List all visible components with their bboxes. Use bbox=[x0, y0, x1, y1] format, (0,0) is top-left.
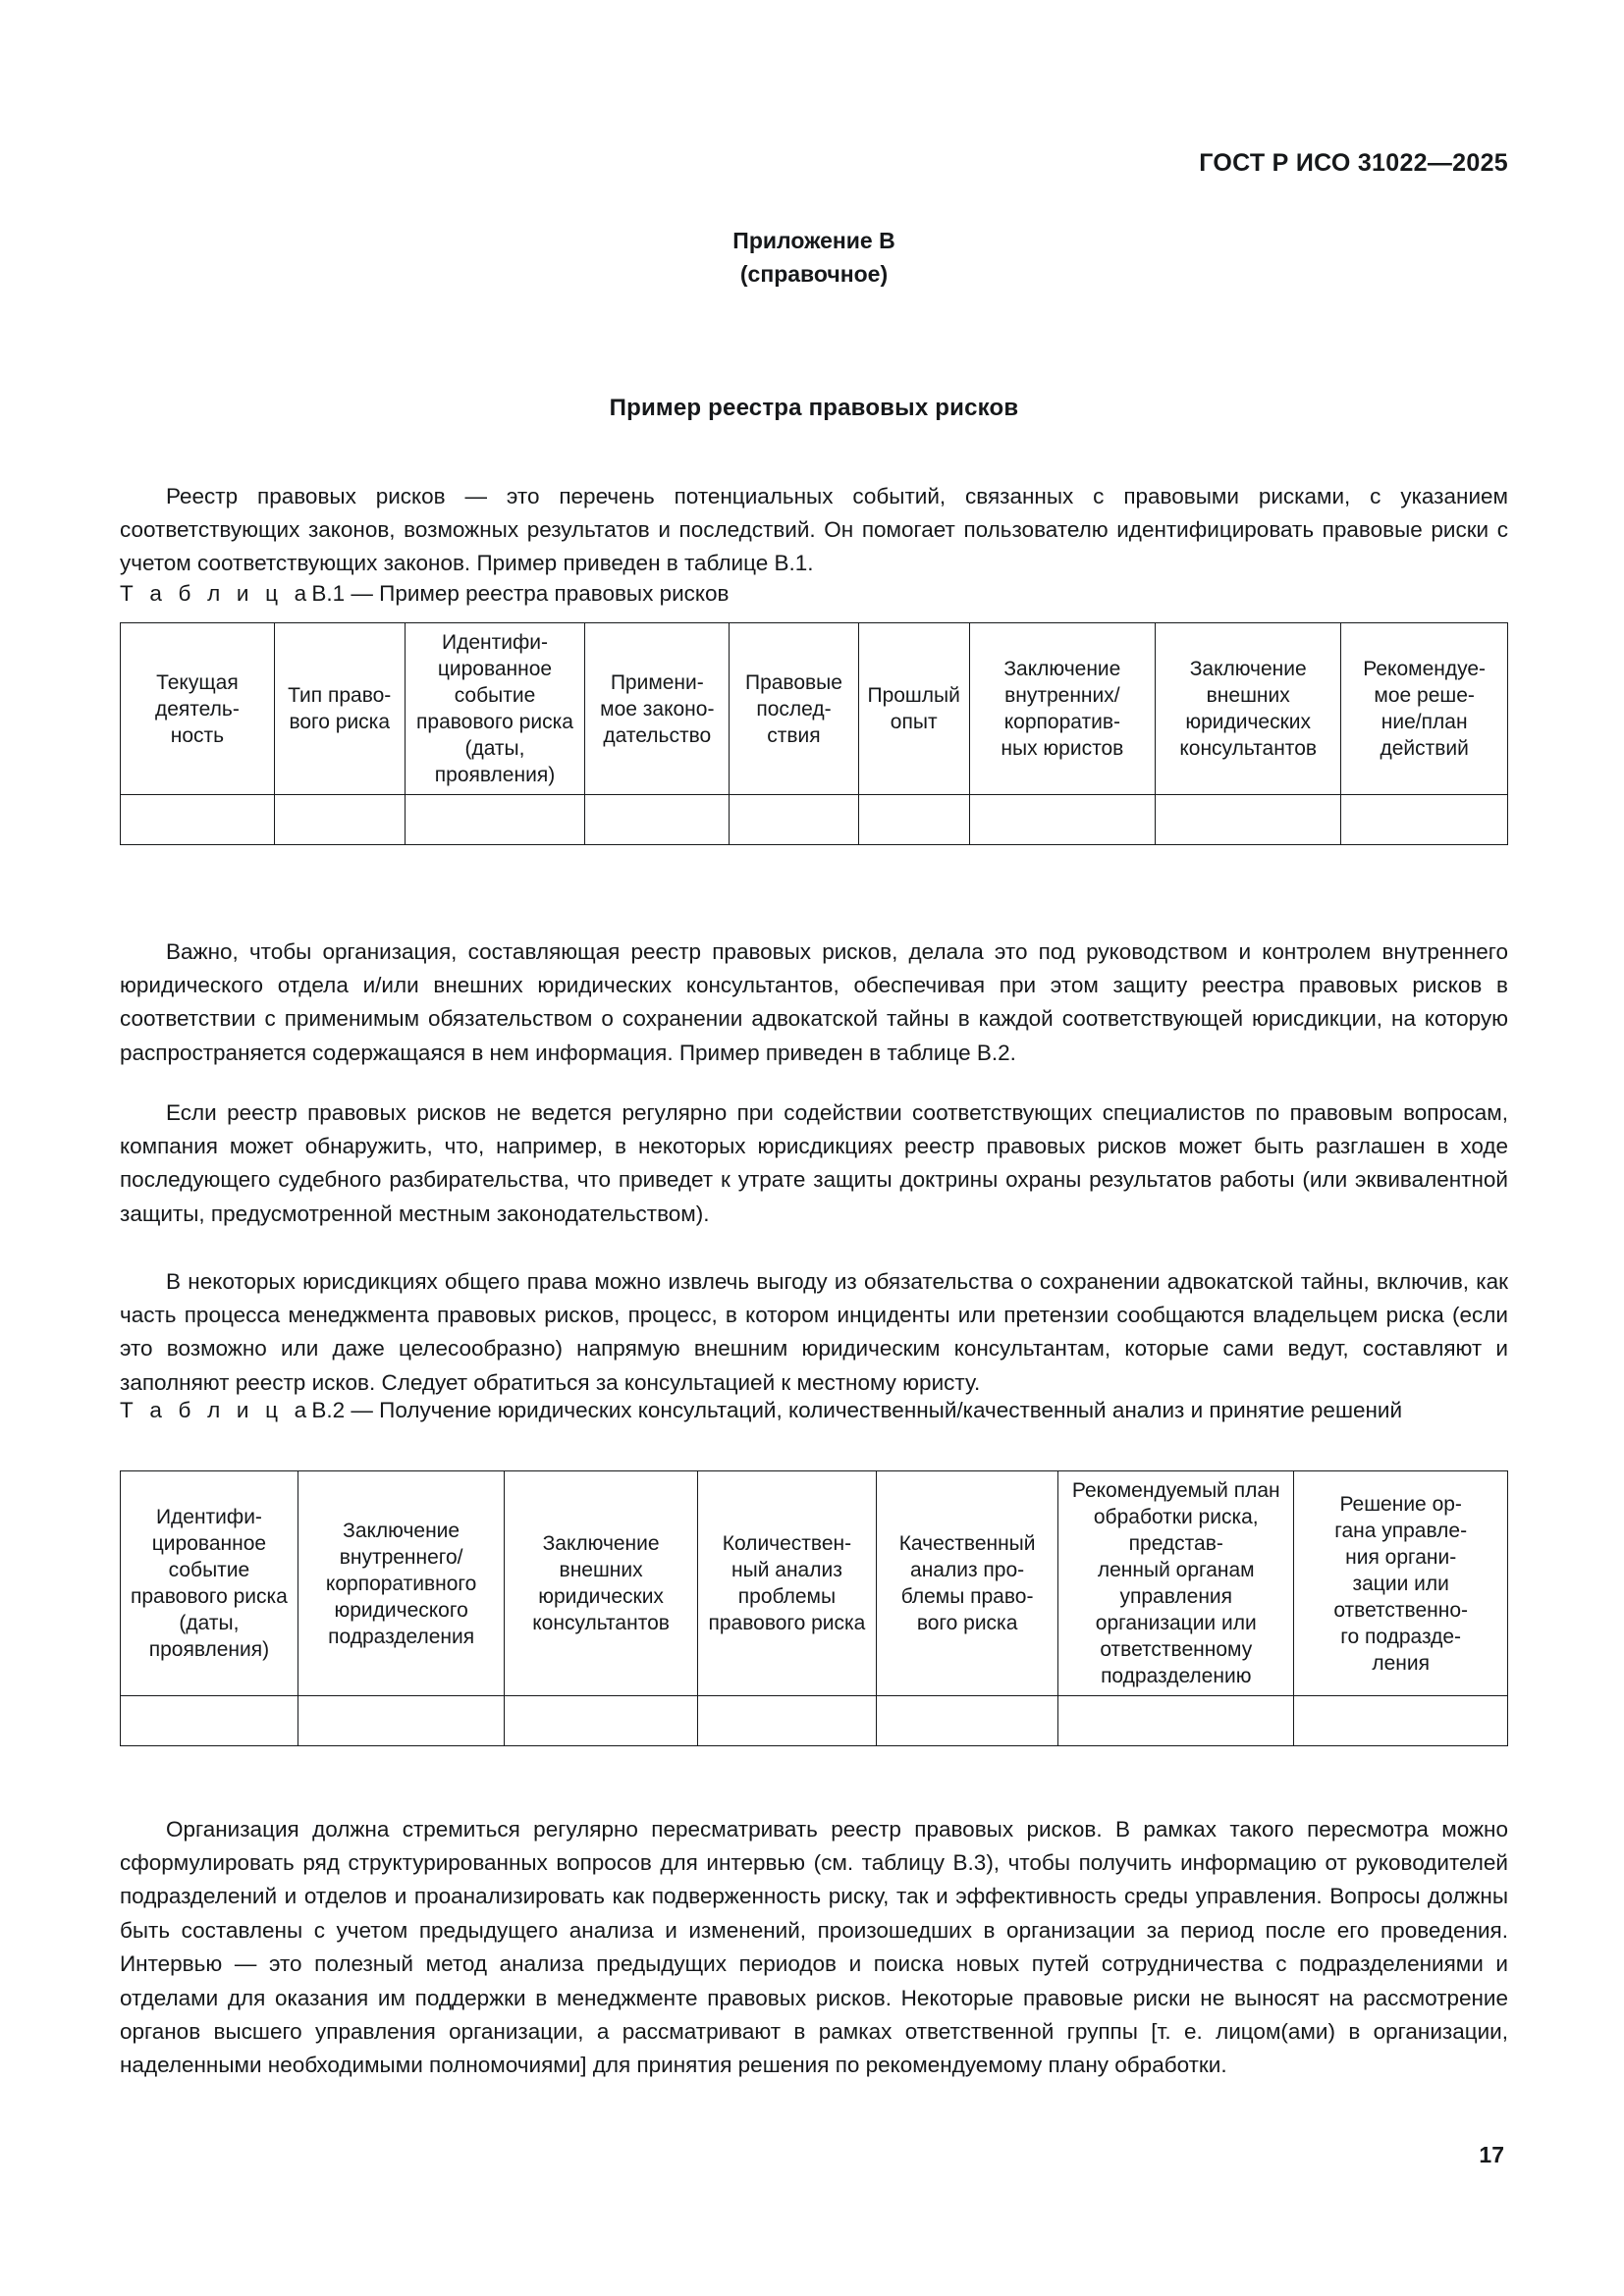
table-b2-cell-0-0 bbox=[121, 1696, 298, 1746]
table-b1-caption-text: — Пример реестра правовых рисков bbox=[351, 581, 730, 606]
table-b1-col-6: Заключение внутренних/ корпоратив- ных юристов bbox=[969, 623, 1155, 795]
table-b1-caption-number: В.1 bbox=[311, 581, 346, 606]
table-b1-cell-0-1 bbox=[274, 795, 405, 845]
page-number: 17 bbox=[1479, 2142, 1504, 2167]
table-b1 bbox=[120, 622, 1508, 845]
table-b1-cell-0-2 bbox=[405, 795, 585, 845]
annex-title: Приложение В bbox=[732, 228, 895, 253]
table-b2-cell-0-1 bbox=[298, 1696, 505, 1746]
table-b1-col-4: Правовые послед- ствия bbox=[730, 623, 858, 795]
table-b1-col-7: Заключение внешних юридических консультантов bbox=[1156, 623, 1341, 795]
table-b1-body bbox=[121, 795, 1508, 845]
table-b2-cell-0-4 bbox=[877, 1696, 1058, 1746]
table-b1-cell-0-4 bbox=[730, 795, 858, 845]
table-b2-cell-0-3 bbox=[697, 1696, 876, 1746]
table-b2-cell-0-5 bbox=[1058, 1696, 1294, 1746]
table-b2-caption-text: — Получение юридических консультаций, количественный/качественный анализ и принятие решений bbox=[351, 1398, 1403, 1422]
table-b2-cell-0-2 bbox=[505, 1696, 697, 1746]
table-b2-col-1: Заключение внутреннего/ корпоративного юридического подразделения bbox=[298, 1471, 505, 1696]
table-b2-col-6: Решение ор- гана управле- ния органи- зации или ответственно- го подразде- ления bbox=[1294, 1471, 1508, 1696]
table-row bbox=[121, 1696, 1508, 1746]
table-b2-col-3: Количествен- ный анализ проблемы правового риска bbox=[697, 1471, 876, 1696]
paragraph-after-b1-2-wrap bbox=[120, 1096, 1508, 1232]
table-b1-cell-0-0 bbox=[121, 795, 275, 845]
table-b2-header-row bbox=[121, 1471, 1508, 1696]
paragraph-after-b1-3-wrap bbox=[120, 1265, 1508, 1401]
table-b1-col-8: Рекомендуе- мое реше- ние/план действий bbox=[1341, 623, 1508, 795]
table-b2-caption-number: В.2 bbox=[311, 1398, 346, 1422]
table-b2 bbox=[120, 1470, 1508, 1746]
table-b1-cell-0-7 bbox=[1156, 795, 1341, 845]
table-b1-cell-0-5 bbox=[858, 795, 969, 845]
table-b2-col-4: Качественный анализ про- блемы право- вого риска bbox=[877, 1471, 1058, 1696]
table-b1-head bbox=[121, 623, 1508, 795]
table-b2-caption bbox=[120, 1394, 1508, 1426]
table-b2-caption-label: Т а б л и ц а bbox=[120, 1398, 312, 1422]
table-b2-head bbox=[121, 1471, 1508, 1696]
table-row bbox=[121, 795, 1508, 845]
paragraph-group-after-table-b1 bbox=[120, 935, 1508, 1071]
table-b1-header-row bbox=[121, 623, 1508, 795]
table-b1-cell-0-3 bbox=[585, 795, 730, 845]
annex-subtitle: (справочное) bbox=[739, 261, 889, 287]
paragraph-after-b1-1: Важно, чтобы организация, составляющая реестр правовых рисков, делала это под руководством и контролем внутреннего юридического отдела и/или внешних юридических консультантов, обеспечивая при этом защиту реестра правовых рисков в соответствии с применимым обязательством о сохранении адвокатской тайны в каждой соответствующей юрисдикции, на которую распространяется содержащаяся в нем информация. Пример приведен в таблице В.2. bbox=[120, 938, 1508, 1065]
table-b1-col-1: Тип право- вого риска bbox=[274, 623, 405, 795]
table-b1-caption bbox=[120, 577, 1508, 610]
table-b2-body bbox=[121, 1696, 1508, 1746]
paragraph-after-b1-2: Если реестр правовых рисков не ведется регулярно при содействии соответствующих специалистов по правовым вопросам, компания может обнаружить, что, например, в некоторых юрисдикциях реестр правовых рисков может быть разглашен в ходе последующего судебного разбирательства, что приведет к утрате защиты доктрины охраны результатов работы (или эквивалентной защиты, предусмотренной местным законодательством). bbox=[120, 1099, 1508, 1226]
section-title: Пример реестра правовых рисков bbox=[609, 395, 1019, 421]
table-b1-col-5: Прошлый опыт bbox=[858, 623, 969, 795]
paragraph-intro: Реестр правовых рисков — это перечень потенциальных событий, связанных с правовыми рисками, с указанием соответствующих законов, возможных результатов и последствий. Он помогает пользователю идентифицировать правовые риски с учетом соответствующих законов. Пример приведен в таблице В.1. bbox=[120, 483, 1508, 576]
table-b2-col-0: Идентифи- цированное событие правового риска (даты, проявления) bbox=[121, 1471, 298, 1696]
table-b1-col-3: Примени- мое законо- дательство bbox=[585, 623, 730, 795]
paragraph-after-b1-3: В некоторых юрисдикциях общего права можно извлечь выгоду из обязательства о сохранении адвокатской тайны, включив, как часть процесса менеджмента правовых рисков, процесс, в котором инциденты или претензии сообщаются владельцем риска (если это возможно или даже целесообразно) напрямую внешним юридическим консультантам, которые сами ведут, составляют и заполняют реестр исков. Следует обратиться за консультацией к местному юристу. bbox=[120, 1268, 1508, 1395]
running-header-standard-id: ГОСТ Р ИСО 31022—2025 bbox=[1199, 149, 1508, 177]
table-b2-col-2: Заключение внешних юридических консультантов bbox=[505, 1471, 697, 1696]
page-content bbox=[120, 0, 1508, 2296]
table-b1-col-2: Идентифи- цированное событие правового риска (даты, проявления) bbox=[405, 623, 585, 795]
table-b1-cell-0-6 bbox=[969, 795, 1155, 845]
table-b2-col-5: Рекомендуемый план обработки риска, представ- ленный органам управления организации или ответственному подразделению bbox=[1058, 1471, 1294, 1696]
table-b1-caption-label: Т а б л и ц а bbox=[120, 581, 312, 606]
paragraph-after-table-b2: Организация должна стремиться регулярно пересматривать реестр правовых рисков. В рамках такого пересмотра можно сформулировать ряд структурированных вопросов для интервью (см. таблицу В.3), чтобы получить информацию от руководителей подразделений и отделов и проанализировать как подверженность риску, так и эффективность среды управления. Вопросы должны быть составлены с учетом предыдущего анализа и изменений, произошедших в организации за период после его проведения. Интервью — это полезный метод анализа предыдущих периодов и поиска новых путей сотрудничества с подразделениями и отделами для оказания им поддержки в менеджменте правовых рисков. Некоторые правовые риски не выносят на рассмотрение органов высшего управления организации, а рассматривают в рамках ответственной группы [т. е. лицом(ами) в организации, наделенными необходимыми полномочиями] для принятия решения по рекомендуемому плану обработки. bbox=[120, 1816, 1508, 2078]
table-b1-cell-0-8 bbox=[1341, 795, 1508, 845]
table-b1-col-0: Текущая деятель- ность bbox=[121, 623, 275, 795]
annex-heading-block bbox=[120, 224, 1508, 291]
table-b2-cell-0-6 bbox=[1294, 1696, 1508, 1746]
